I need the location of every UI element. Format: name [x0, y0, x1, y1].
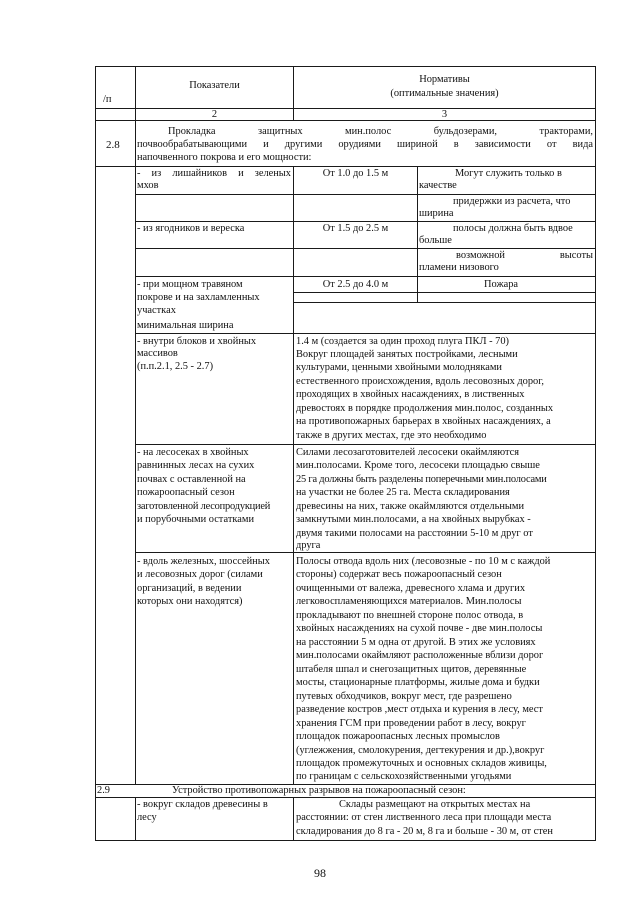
cut-text-line: замкнутыми мин.полосами, а на хвойных вырубках -	[296, 514, 531, 525]
col2-divider-bottom	[293, 797, 294, 841]
rail-text-line: хранения ГСМ при проведении работ в лесу, вокруг	[296, 718, 526, 729]
note-c-line1: полосы должна быть вдвое	[453, 223, 573, 234]
cut-text-line: мин.полосами. Кроме того, лесосеки площадью свыше	[296, 460, 540, 471]
rule-s28-title-bottom	[95, 166, 596, 167]
note-d-line1: возможной высоты	[456, 250, 593, 261]
cut-text-line: на участки не более 25 га. Места складирования	[296, 487, 510, 498]
grass-label-line2: покрове и на захламленных	[137, 292, 260, 303]
wood-text-line: расстоянии: от стен лиственного леса при площади места	[296, 812, 552, 823]
page-number: 98	[314, 866, 326, 880]
cut-text-line: друга	[296, 540, 321, 551]
rail-text-line: легковоспламеняющихся материалов. Мин.полосы	[296, 596, 522, 607]
note-b-line2: ширина	[419, 208, 454, 219]
note-e: Пожара	[484, 279, 519, 290]
rail-text-line: штабеля шпал и снегозащитных щитов, деревянные	[296, 664, 527, 675]
rail-text-line: на расстоянии 5 м одна от другой. В этих же условиях	[296, 637, 536, 648]
cut-label-line: почвах с оставленной на	[137, 474, 246, 485]
rail-text-line: (углежжения, смолокурения, дегтекурения и др.),вокруг	[296, 745, 545, 756]
blocks-text-line: естественного происхождения, вдоль лесовозных дорог,	[296, 376, 544, 387]
rail-text-line: прокладывают по внешней стороне полос отвода, в	[296, 610, 524, 621]
rule-cut-bottom	[135, 552, 596, 553]
s29-title: Устройство противопожарных разрывов на пожароопасный сезон:	[172, 785, 466, 796]
rail-text-line: мосты, стационарные платформы, жилые дома и будки	[296, 677, 540, 688]
rule-s29-title-bottom	[95, 797, 596, 798]
border-left	[95, 66, 96, 841]
cut-label-line: и порубочными остатками	[137, 514, 255, 525]
note-a-line1: Могут служить только в	[455, 168, 562, 179]
blocks-text-line: 1.4 м (создается за один проход плуга ПКЛ - 70)	[296, 336, 509, 347]
border-right	[595, 66, 596, 841]
rule-blocks-bottom	[135, 444, 596, 445]
cut-label-line: - на лесосеках в хвойных	[137, 447, 249, 458]
wood-label-line1: - вокруг складов древесины в	[137, 799, 268, 810]
cut-text-line: двумя такими полосами на расстоянии 5-10 м друг от	[296, 528, 533, 539]
rail-text-line: очищенными от валежа, древесного хлама и других	[296, 583, 526, 594]
rule-grass-right-top	[293, 302, 596, 303]
rule-grass-bottom	[135, 333, 596, 334]
rail-text-line: Полосы отвода вдоль них (лесовозные - по 10 м с каждой	[296, 556, 551, 567]
grass-range: От 2.5 до 4.0 м	[322, 279, 389, 290]
col1-divider-bottom	[135, 797, 136, 841]
berry-range: От 1.5 до 2.5 м	[322, 223, 389, 234]
col2-divider-rows	[293, 166, 294, 785]
blocks-text-line: культурами, ценными хвойными молодняками	[296, 362, 502, 373]
rule-lichen-bottom	[135, 194, 596, 195]
rail-label-line: организаций, в ведении	[137, 583, 242, 594]
header-col3: 3	[441, 109, 448, 120]
blocks-text-line: на противопожарных барьерах в хвойных насаждениях, а	[296, 416, 551, 427]
header-norms-line2: (оптимальные значения)	[390, 88, 499, 99]
rail-text-line: хвойных насаждениях на сухой почве - две мин.полосы	[296, 623, 543, 634]
header-col2: 2	[211, 109, 218, 120]
rule-bottom	[95, 840, 596, 841]
header-num-label: /п	[103, 94, 112, 105]
wood-text-line: Склады размещают на открытых местах на	[339, 799, 531, 810]
cut-text-line: Силами лесозаготовителей лесосеки окаймляются	[296, 447, 519, 458]
blocks-text-line: древостоях в порядке продолжения мин.полос, созданных	[296, 403, 554, 414]
rule-top	[95, 66, 596, 67]
blocks-text-line: Вокруг площадей занятых постройками, лесными	[296, 349, 518, 360]
grass-label-line3: участках	[137, 305, 176, 316]
col1-divider-rows	[135, 166, 136, 785]
wood-label-line2: лесу	[137, 812, 157, 823]
s28-title-line1: Прокладка защитных мин.полос бульдозерами, тракторами,	[168, 126, 593, 137]
s29-num: 2.9	[97, 785, 110, 796]
blocks-label-line2: массивов	[137, 348, 178, 359]
rail-text-line: стороны) содержат весь пожароопасный сезон	[296, 569, 502, 580]
lichen-label-line2: мхов	[137, 180, 159, 191]
rule-berry-bottom	[135, 248, 596, 249]
s28-num: 2.8	[106, 139, 120, 151]
note-d-line2: пламени низового	[419, 262, 499, 273]
berry-label: - из ягодников и вереска	[137, 223, 245, 234]
header-norms-line1: Нормативы	[419, 74, 470, 85]
rail-text-line: мин.полосами окаймляют расположенные вблизи дорог	[296, 650, 544, 661]
cut-text-line: древесины на них, также окаймляются отдельными	[296, 501, 525, 512]
cut-label-line: заготовленной лесопродукцией	[137, 501, 271, 512]
note-c-line2: больше	[419, 235, 452, 246]
blocks-label-line1: - внутри блоков и хвойных	[137, 336, 257, 347]
grass-label-line4: минимальная ширина	[137, 320, 234, 331]
blocks-text-line: проходящих в хвойных насаждениях, в лиственных	[296, 389, 525, 400]
blocks-text-line: также в других местах, где это необходимо	[296, 430, 487, 441]
rail-label-line: и лесовозных дорог (силами	[137, 569, 263, 580]
rail-text-line: разведение костров ,мест отдыха и курения в лесу, мест	[296, 704, 543, 715]
lichen-label-line1: - из лишайников и зеленых	[137, 168, 291, 179]
note-b-line1: придержки из расчета, что	[453, 196, 571, 207]
rule-blank2-bottom	[135, 276, 596, 277]
rule-grass-range-bottom	[293, 292, 596, 293]
blocks-label-line3: (п.п.2.1, 2.5 - 2.7)	[137, 361, 214, 372]
grass-label-line1: - при мощном травяном	[137, 279, 243, 290]
cut-label-line: равнинных лесах на сухих	[137, 460, 255, 471]
wood-text-line: складирования до 8 га - 20 м, 8 га и больше - 30 м, от стен	[296, 826, 553, 837]
rail-text-line: путевых обходчиков, вокруг мест, где разрешено	[296, 691, 512, 702]
header-indicators: Показатели	[189, 80, 240, 91]
rule-blank1-bottom	[135, 221, 596, 222]
s28-title-line2: почвообрабатывающими и другими орудиями шириной в зависимости от вида	[137, 139, 593, 150]
rail-label-line: которых они находятся)	[137, 596, 243, 607]
rail-text-line: площадок промежуточных и основных складов живицы,	[296, 758, 547, 769]
note-a-line2: качестве	[419, 180, 457, 191]
col3-divider	[417, 166, 418, 303]
rail-label-line: - вдоль железных, шоссейных	[137, 556, 270, 567]
cut-label-line: пожароопасный сезон	[137, 487, 235, 498]
rail-text-line: площадок пожароопасных лесных промыслов	[296, 731, 500, 742]
lichen-range: От 1.0 до 1.5 м	[322, 168, 389, 179]
s28-title-line3: напочвенного покрова и его мощности:	[137, 152, 312, 163]
rail-text-line: по границам с сельскохозяйственными угодьями	[296, 771, 512, 782]
cut-text-line: 25 га должны быть разделены поперечными мин.полосами	[296, 474, 547, 485]
